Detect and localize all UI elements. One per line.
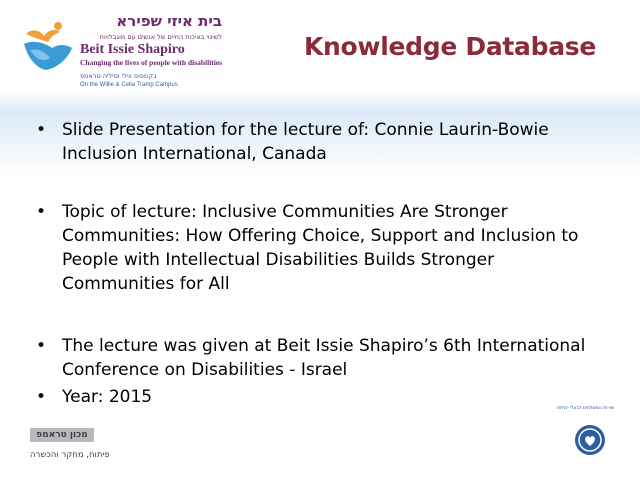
tramp-institute-name: מכון טראמפ [30, 428, 94, 442]
bullet-dot: • [36, 387, 47, 407]
bullet-item [36, 200, 606, 296]
logo-hebrew-subtitle: לשינוי באיכות החיים של אנשים עם מוגבלויות [99, 33, 222, 41]
bullet-text: Topic of lecture: Inclusive Communities Are Stronger Communities: How Offering Choice, Support and Inclusion to People with Intellectual Disabilities Builds Stronger Communities for All [62, 202, 579, 294]
bullet-dot: • [36, 336, 47, 356]
bullet-text: The lecture was given at Beit Issie Shapiro’s 6th International Conference on Disabilities - Israel [62, 336, 586, 380]
logo-english-title: Beit Issie Shapiro [80, 42, 185, 57]
tramp-institute-tagline: פיתוח, מחקר והכשרה [30, 450, 110, 460]
bullet-text: Year: 2015 [62, 387, 153, 407]
partner-logo [557, 406, 614, 466]
bullet-item [36, 385, 606, 409]
bullet-text: Slide Presentation for the lecture of: Connie Laurin-Bowie Inclusion International, Canada [62, 120, 549, 164]
logo-hebrew-title: בית איזי שפירא [116, 12, 222, 30]
bullet-dot: • [36, 120, 47, 140]
bullet-item [36, 334, 606, 382]
bullet-dot: • [36, 202, 47, 222]
bullet-list [36, 118, 606, 409]
logo-english-subtitle: Changing the lives of people with disabilities [80, 58, 223, 67]
logo-campus-english: On the Willie & Celia Tramp Campus [80, 82, 178, 88]
partner-logo-text: שירות המשלמים לבעלי יכולות [557, 406, 614, 411]
slide-title: Knowledge Database [303, 32, 597, 61]
bullet-item [36, 118, 606, 166]
dove-hand-logo-icon [22, 14, 78, 76]
logo-campus-hebrew: בקמפוס ווילי וסיליה טראמפ [80, 72, 157, 80]
heart-emblem-icon [574, 424, 606, 456]
beit-issie-shapiro-logo [22, 12, 222, 102]
